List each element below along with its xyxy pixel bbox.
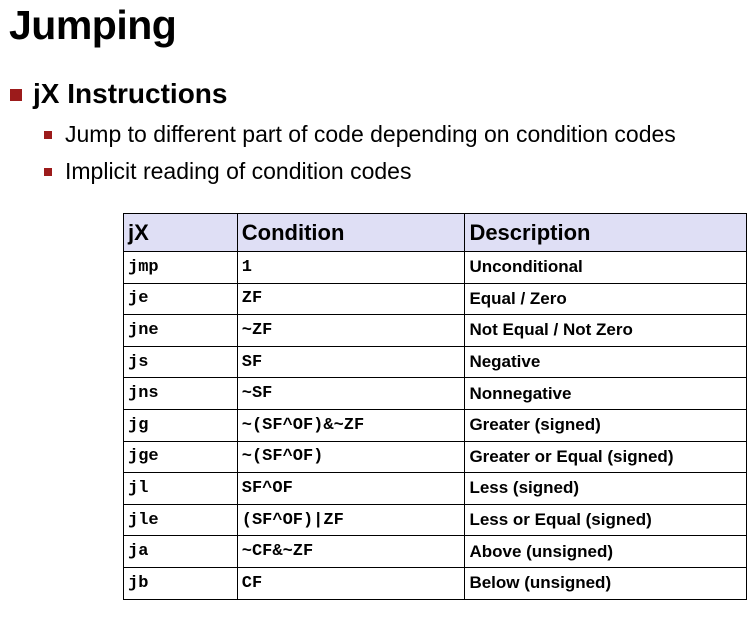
jx-table — [123, 213, 747, 600]
cell-condition: SF — [237, 346, 465, 378]
page-title: Jumping — [9, 2, 177, 48]
table-row — [124, 567, 747, 599]
cell-condition: ZF — [237, 283, 465, 315]
sub-bullet-text: Jump to different part of code depending on condition codes — [65, 121, 676, 147]
table-row — [124, 346, 747, 378]
cell-jx: jle — [124, 504, 238, 536]
cell-description: Nonnegative — [465, 378, 747, 410]
cell-description: Equal / Zero — [465, 283, 747, 315]
cell-description: Below (unsigned) — [465, 567, 747, 599]
cell-condition: ~SF — [237, 378, 465, 410]
cell-condition: ~(SF^OF)&~ZF — [237, 409, 465, 441]
cell-jx: jge — [124, 441, 238, 473]
cell-description: Not Equal / Not Zero — [465, 315, 747, 347]
table-header-row — [124, 214, 747, 252]
square-bullet-icon — [44, 168, 52, 176]
table-row — [124, 473, 747, 505]
table-row — [124, 504, 747, 536]
cell-jx: jns — [124, 378, 238, 410]
cell-jx: jl — [124, 473, 238, 505]
cell-condition: 1 — [237, 252, 465, 284]
bullet-text: jX Instructions — [33, 78, 228, 109]
cell-condition: (SF^OF)|ZF — [237, 504, 465, 536]
cell-condition: CF — [237, 567, 465, 599]
cell-jx: jmp — [124, 252, 238, 284]
header-jx: jX — [124, 214, 238, 252]
square-bullet-icon — [10, 89, 22, 101]
header-condition: Condition — [237, 214, 465, 252]
cell-condition: ~CF&~ZF — [237, 536, 465, 568]
cell-description: Unconditional — [465, 252, 747, 284]
header-description: Description — [465, 214, 747, 252]
cell-description: Less (signed) — [465, 473, 747, 505]
cell-condition: SF^OF — [237, 473, 465, 505]
cell-jx: js — [124, 346, 238, 378]
table-row — [124, 409, 747, 441]
cell-description: Negative — [465, 346, 747, 378]
cell-jx: jb — [124, 567, 238, 599]
table-row — [124, 536, 747, 568]
table-row — [124, 441, 747, 473]
sub-bullet-item — [44, 121, 676, 148]
cell-condition: ~ZF — [237, 315, 465, 347]
cell-description: Less or Equal (signed) — [465, 504, 747, 536]
table-row — [124, 283, 747, 315]
square-bullet-icon — [44, 131, 52, 139]
table-row — [124, 252, 747, 284]
cell-condition: ~(SF^OF) — [237, 441, 465, 473]
cell-description: Above (unsigned) — [465, 536, 747, 568]
bullet-item — [10, 78, 227, 110]
table-row — [124, 315, 747, 347]
cell-description: Greater or Equal (signed) — [465, 441, 747, 473]
cell-jx: je — [124, 283, 238, 315]
cell-jx: jne — [124, 315, 238, 347]
cell-description: Greater (signed) — [465, 409, 747, 441]
table-row — [124, 378, 747, 410]
sub-bullet-text: Implicit reading of condition codes — [65, 158, 412, 184]
cell-jx: ja — [124, 536, 238, 568]
cell-jx: jg — [124, 409, 238, 441]
sub-bullet-item — [44, 158, 411, 185]
